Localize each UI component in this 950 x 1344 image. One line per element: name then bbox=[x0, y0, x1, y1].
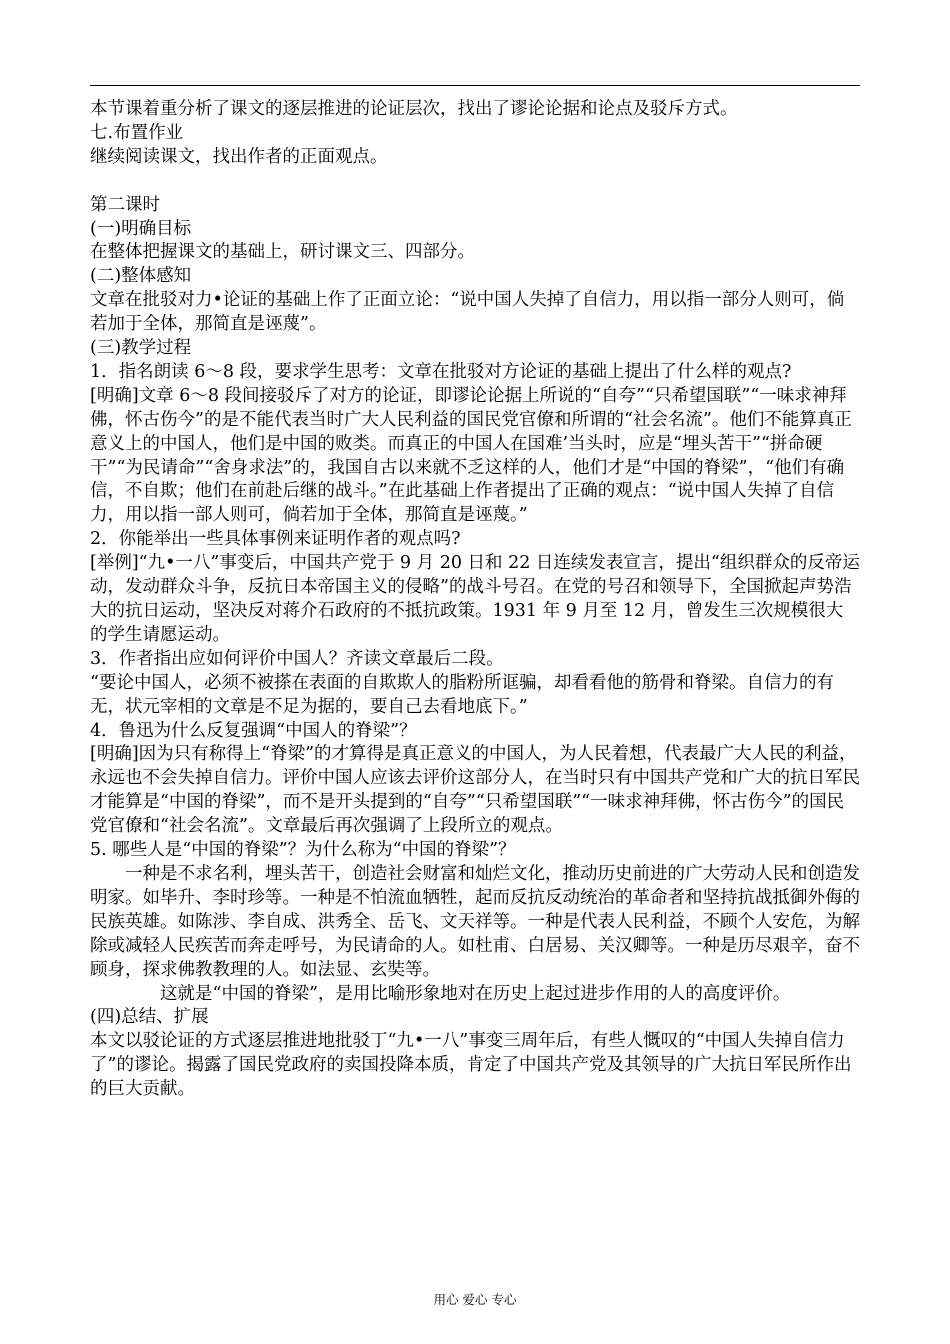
header-rule bbox=[90, 85, 860, 86]
paragraph: [举例]“九•一八”事变后，中国共产党于 9 月 20 日和 22 日连续发表宣言，提出“组织群众的反帝运动，发动群众斗争，反抗日本帝国主义的侵略”的战斗号召。在党的号召和领导下，全国掀起声势浩大的抗日运动，坚决反对蒋介石政府的不抵抗政策。1931 年 9 月至 12 月，曾发生三次规模很大的学生请愿运动。 bbox=[90, 553, 860, 645]
paragraph: 一种是不求名利，埋头苦干，创造社会财富和灿烂文化，推动历史前进的广大劳动人民和创造发明家。如毕升、李时珍等。一种是不怕流血牺牲，起而反抗反动统治的革命者和坚持抗战抵御外侮的民族英雄。如陈涉、李自成、洪秀全、岳飞、文天祥等。一种是代表人民利益，不顾个人安危，为解除或减轻人民疾苦而奔走呼号，为民请命的人。如杜甫、白居易、关汉卿等。一种是历尽艰辛，奋不顾身，探求佛教教理的人。如法显、玄奘等。 bbox=[90, 863, 860, 980]
paragraph: 继续阅读课文，找出作者的正面观点。 bbox=[90, 146, 388, 167]
question: 5. 哪些人是“中国的脊梁”？为什么称为“中国的脊梁”？ bbox=[90, 840, 516, 861]
paragraph: 本节课着重分析了课文的逐层推进的论证层次，找出了谬论论据和论点及驳斥方式。 bbox=[90, 99, 738, 119]
question: 3．作者指出应如何评价中国人？齐读文章最后二段。 bbox=[90, 648, 504, 669]
question: 1．指名朗读 6～8 段，要求学生思考：文章在批驳对方论证的基础上提出了什么样的观点? bbox=[90, 361, 792, 382]
paragraph: 这就是“中国的脊梁”，是用比喻形象地对在历史上起过进步作用的人的高度评价。 bbox=[160, 983, 791, 1004]
blank-line bbox=[90, 170, 860, 194]
paragraph: [明确]因为只有称得上“脊梁”的才算得是真正意义的中国人，为人民着想，代表最广大人民的利益，永远也不会失掉自信力。评价中国人应该去评价这部分人，在当时只有中国共产党和广大的抗日军民才能算是“中国的脊梁”，而不是开头提到的“自夸”“只希望国联”“一味求神拜佛，怀古伤今”的国民党官僚和“社会名流”。文章最后再次强调了上段所立的观点。 bbox=[90, 744, 860, 837]
section-heading: 七.布置作业 bbox=[90, 122, 184, 143]
section-heading: (三)教学过程 bbox=[90, 338, 192, 359]
paragraph: 文章在批驳对力•论证的基础上作了正面立论：“说中国人失掉了自信力，用以指一部分人则可，倘若加于全体，那简直是诬蔑”。 bbox=[90, 290, 845, 335]
paragraph: 在整体把握课文的基础上，研讨课文三、四部分。 bbox=[90, 242, 475, 263]
question: 4．鲁迅为什么反复强调“中国人的脊梁”？ bbox=[90, 720, 417, 741]
page-footer: 用心 爱心 专心 bbox=[433, 1292, 517, 1307]
paragraph: 本文以驳论证的方式逐层推进地批驳丁“九•一八”事变三周年后，有些人慨叹的“中国人失掉自信力了”的谬论。揭露了国民党政府的卖国投降本质，肯定了中国共产党及其领导的广大抗日军民所作出的巨大贡献。 bbox=[90, 1031, 852, 1100]
document-body bbox=[90, 98, 860, 1102]
question: 2．你能举出一些具体事例来证明作者的观点吗? bbox=[90, 529, 461, 550]
quotation: “要论中国人，必须不被搽在表面的自欺欺人的脂粉所诓骗，却看看他的筋骨和脊梁。自信力的有无，状元宰相的文章是不足为据的，要自己去看地底下。” bbox=[90, 672, 834, 717]
paragraph: [明确]文章 6～8 段间接驳斥了对方的论证，即谬论论据上所说的“自夸”“只希望国联”“一味求神拜佛，怀古伤今”的是不能代表当时广大人民利益的国民党官僚和所谓的“社会名流”。他们不能算真正意义上的中国人，他们是中国的败类。而真正的中国人在国难’当头时，应是“埋头苦干”“拼命硬干”“为民请命”“舍身求法”的，我国自古以来就不乏这样的人，他们才是“中国的脊梁”，“他们有确信，不自欺；他们在前赴后继的战斗。”在此基础上作者提出了正确的观点：“说中国人失掉了自信力，用以指一部人则可，倘若加于全体，那简直是诬蔑。” bbox=[90, 385, 852, 526]
section-heading: (二)整体感知 bbox=[90, 266, 192, 287]
section-heading: (一)明确目标 bbox=[90, 218, 192, 239]
lesson-heading: 第二课时 bbox=[90, 194, 160, 215]
section-heading: (四)总结、扩展 bbox=[90, 1007, 209, 1028]
